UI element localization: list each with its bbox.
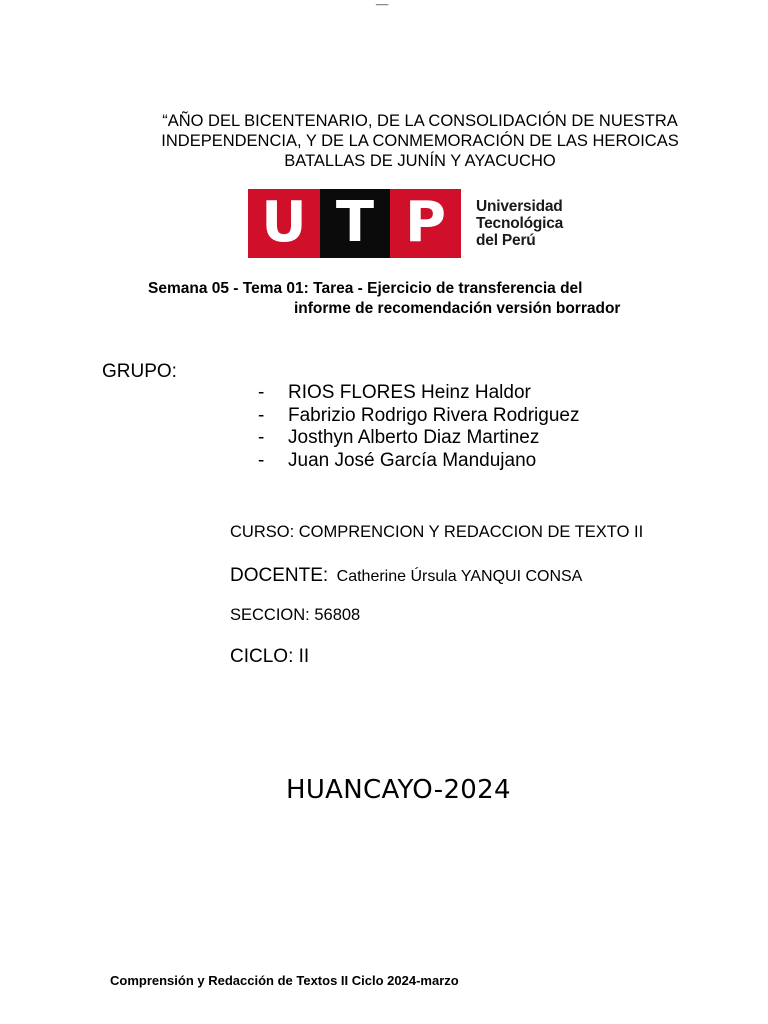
member-name: Fabrizio Rodrigo Rivera Rodriguez <box>288 405 580 426</box>
member-name: RIOS FLORES Heinz Haldor <box>288 382 531 403</box>
member-name: Josthyn Alberto Diaz Martinez <box>288 427 540 448</box>
header-mark: __ <box>376 0 389 6</box>
section-line: SECCION: 56808 <box>230 606 361 624</box>
logo-letter-t: T <box>335 190 375 255</box>
logo-letter-p: P <box>404 190 447 255</box>
logo-box-t <box>320 189 390 258</box>
teacher-line <box>230 565 582 587</box>
logo-name-line-1: Universidad <box>476 198 563 215</box>
assignment-title-line-2: informe de recomendación versión borrador <box>294 300 621 317</box>
teacher-name: Catherine Úrsula YANQUI CONSA <box>336 568 583 585</box>
member-dash: - <box>258 405 265 426</box>
member-name: Juan José García Mandujano <box>288 450 537 471</box>
member-dash: - <box>258 427 265 448</box>
assignment-title-line-1: Semana 05 - Tema 01: Tarea - Ejercicio de transferencia del <box>148 280 583 297</box>
motto-line-2: INDEPENDENCIA, Y DE LA CONMEMORACIÓN DE LAS HEROICAS <box>161 132 679 150</box>
group-label: GRUPO: <box>102 361 177 382</box>
motto-line-3: BATALLAS DE JUNÍN Y AYACUCHO <box>284 152 556 170</box>
logo-name-line-2: Tecnológica <box>476 215 564 232</box>
motto-line-1: “AÑO DEL BICENTENARIO, DE LA CONSOLIDACIÓN DE NUESTRA <box>162 112 678 130</box>
logo-university-name <box>476 198 563 249</box>
logo-letter-u: U <box>261 190 307 255</box>
logo-box-p <box>390 189 461 258</box>
utp-logo <box>248 189 578 258</box>
teacher-label: DOCENTE: <box>230 565 329 586</box>
member-dash: - <box>258 382 265 403</box>
logo-name-line-3: del Perú <box>476 232 536 249</box>
cycle-line: CICLO: II <box>230 646 310 667</box>
city-year: HUANCAYO-2024 <box>286 775 511 805</box>
member-dash: - <box>258 450 265 471</box>
page-footer: Comprensión y Redacción de Textos II Ciclo 2024-marzo <box>110 973 459 988</box>
logo-box-u <box>248 189 320 258</box>
course-line: CURSO: COMPRENCION Y REDACCION DE TEXTO II <box>230 523 644 541</box>
